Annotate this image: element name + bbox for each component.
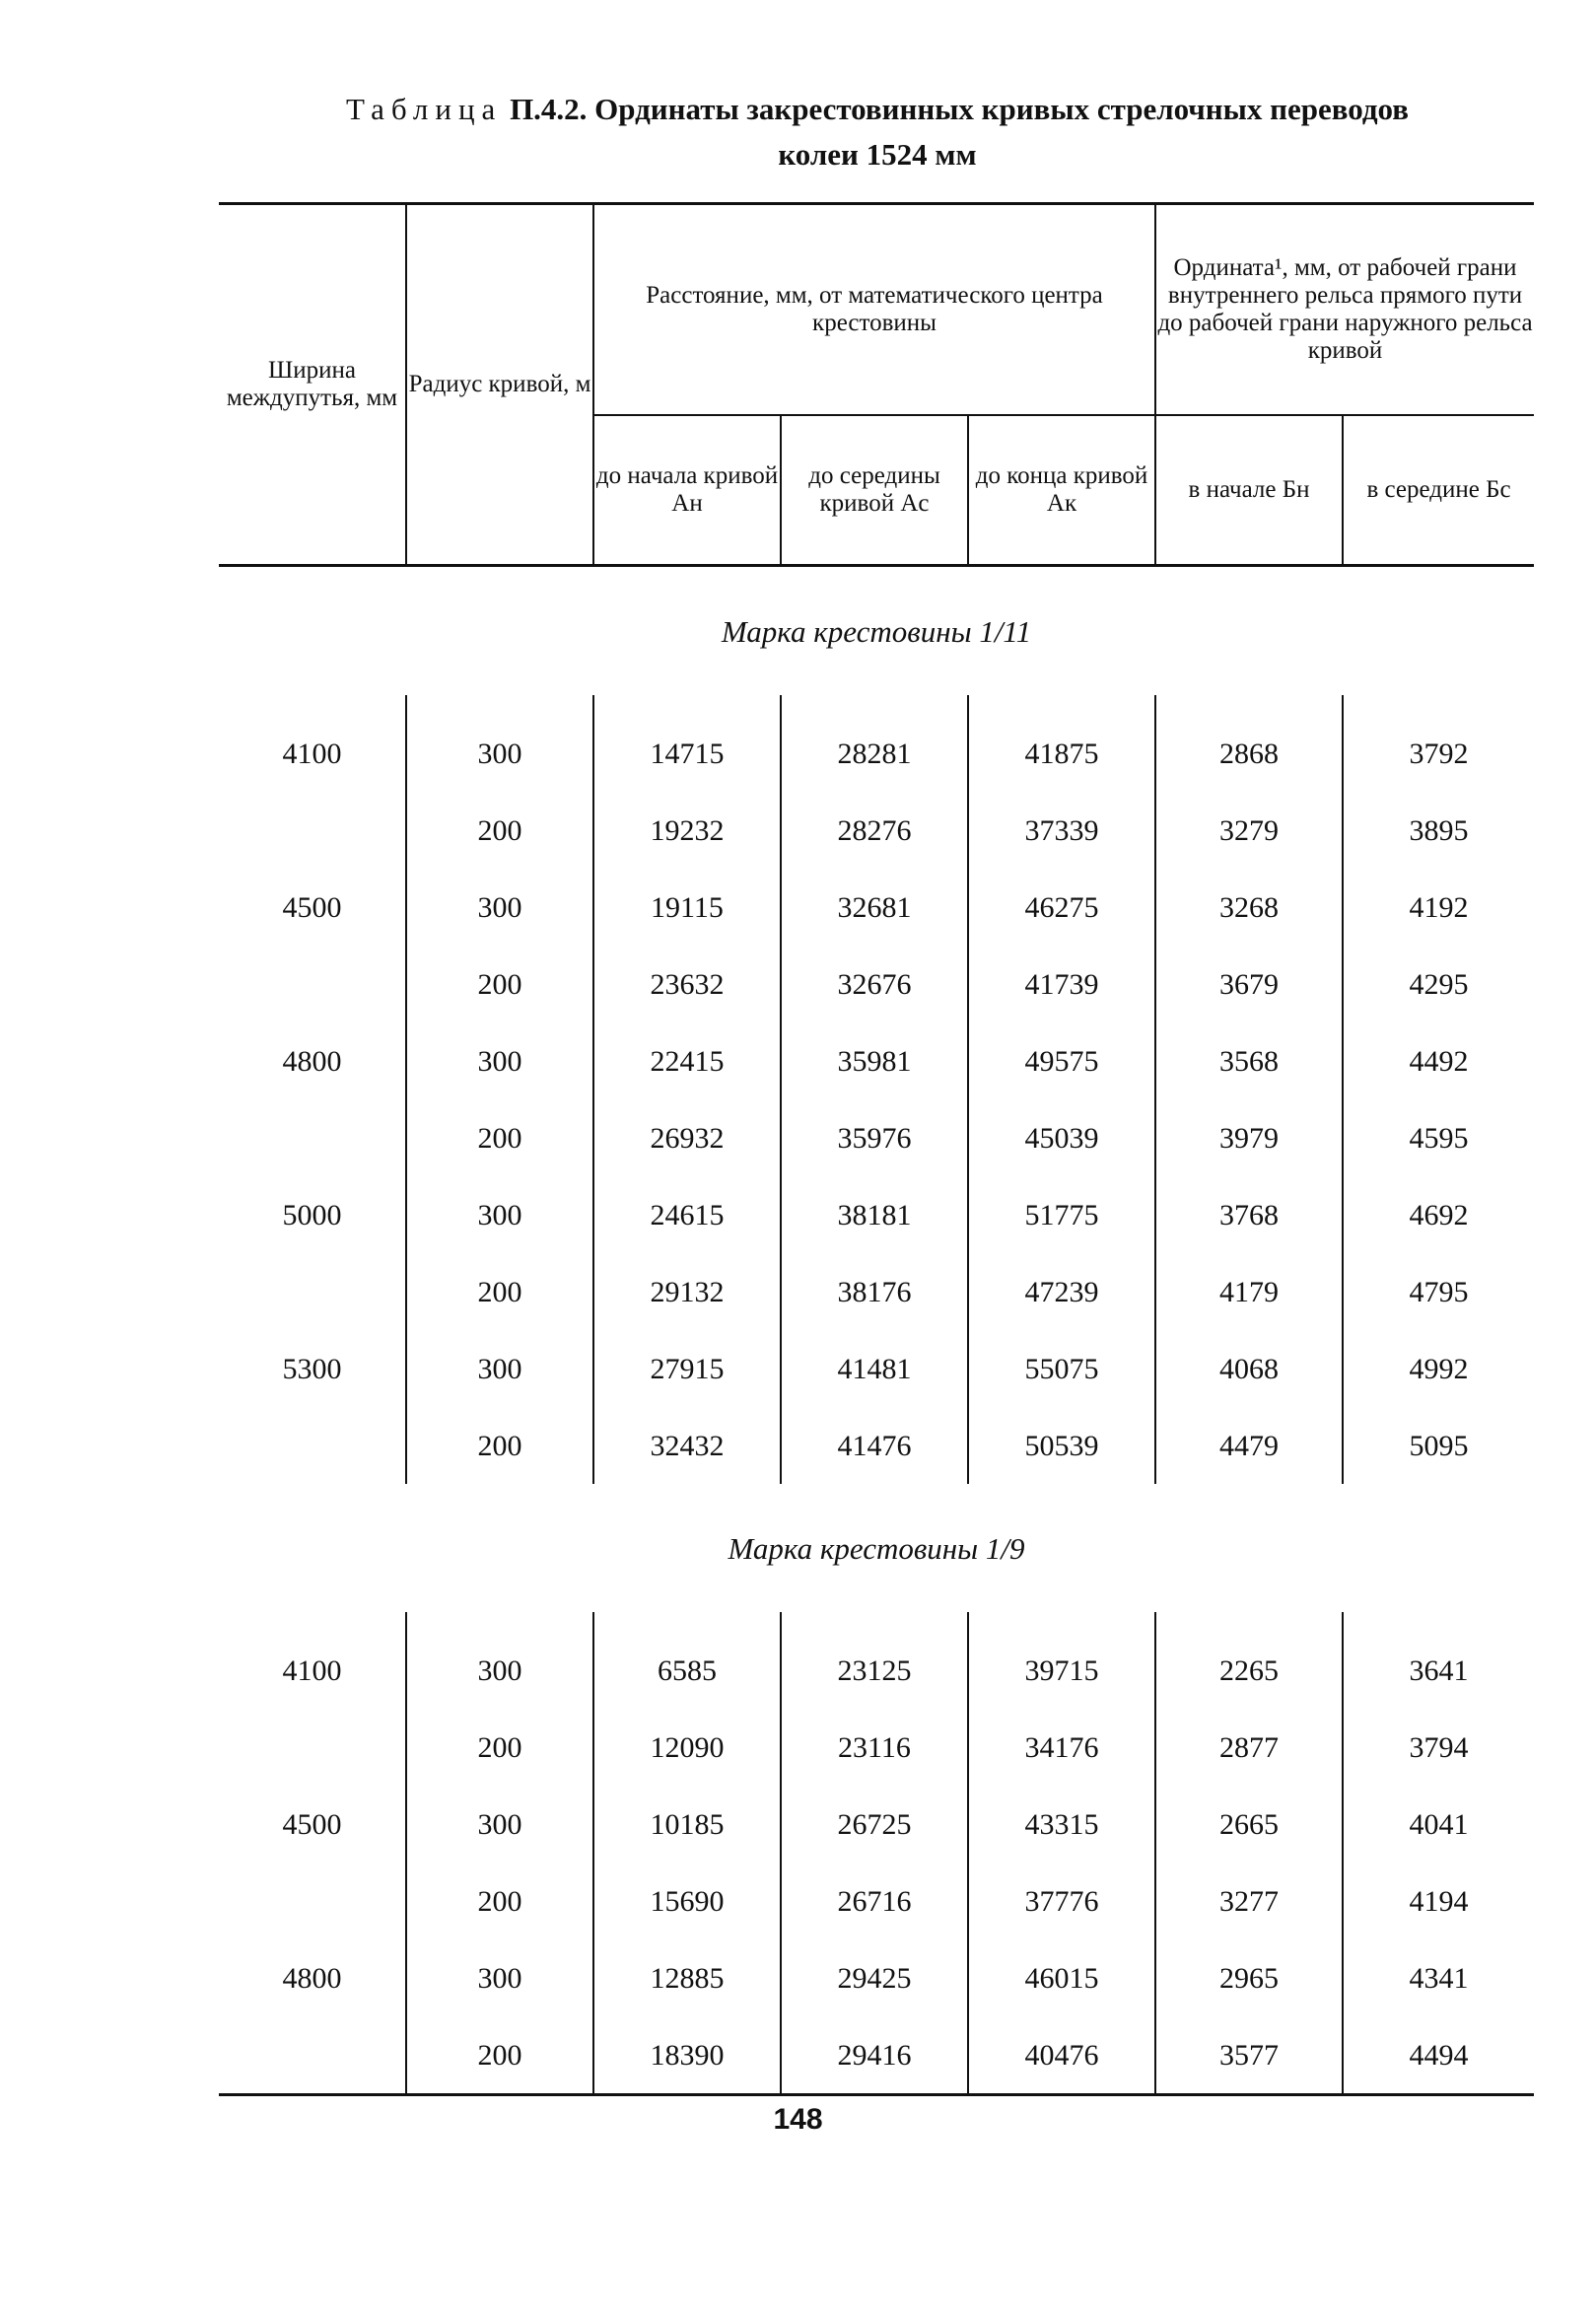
gap-cell: [219, 695, 406, 715]
gap-cell: [593, 1612, 781, 1632]
cell-an: 12885: [593, 1939, 781, 2016]
header-row-top: [219, 204, 1534, 416]
cell-bc: 4194: [1343, 1863, 1534, 1939]
cell-bc: 4795: [1343, 1253, 1534, 1330]
header-ord-start: в начале Бн: [1155, 415, 1343, 566]
cell-bn: 3268: [1155, 869, 1343, 946]
cell-ak: 49575: [968, 1022, 1155, 1099]
ordinates-table: [219, 202, 1534, 2096]
gap-cell: [1155, 1612, 1343, 1632]
cell-bc: 3794: [1343, 1709, 1534, 1786]
cell-bn: 3279: [1155, 792, 1343, 869]
cell-width: 4100: [282, 737, 342, 770]
cell-bc: 4992: [1343, 1330, 1534, 1407]
cell-radius: 200: [406, 1099, 593, 1176]
table-row: [219, 946, 1534, 1022]
table-row: [219, 1786, 1534, 1863]
gap-cell: [1343, 695, 1534, 715]
cell-ak: 46015: [968, 1939, 1155, 2016]
cell-bn: 2665: [1155, 1786, 1343, 1863]
section-title: Марка крестовины 1/9: [728, 1530, 1025, 1566]
gap-cell: [1155, 695, 1343, 715]
cell-an: 19115: [593, 869, 781, 946]
cell-bn: 4179: [1155, 1253, 1343, 1330]
cell-ac: 26725: [781, 1786, 968, 1863]
cell-ac: 32676: [781, 946, 968, 1022]
cell-ak: 55075: [968, 1330, 1155, 1407]
cell-radius: 300: [406, 1022, 593, 1099]
gap-cell: [1343, 1612, 1534, 1632]
table-row: [219, 1709, 1534, 1786]
gap-cell: [406, 1612, 593, 1632]
cell-bc: 4295: [1343, 946, 1534, 1022]
cell-width: 5300: [282, 1352, 342, 1385]
cell-width: 4500: [282, 1807, 342, 1841]
cell-bc: 4692: [1343, 1176, 1534, 1253]
cell-bc: 3792: [1343, 715, 1534, 792]
cell-ak: 41739: [968, 946, 1155, 1022]
gap-cell: [968, 695, 1155, 715]
section-header: [219, 1484, 1534, 1612]
cell-ac: 29416: [781, 2016, 968, 2095]
table-row: [219, 1099, 1534, 1176]
cell-an: 14715: [593, 715, 781, 792]
table-row: [219, 1330, 1534, 1407]
cell-bn: 4479: [1155, 1407, 1343, 1484]
cell-radius: 300: [406, 869, 593, 946]
gap-cell: [968, 1612, 1155, 1632]
cell-bc: 4595: [1343, 1099, 1534, 1176]
cell-an: 15690: [593, 1863, 781, 1939]
cell-ak: 34176: [968, 1709, 1155, 1786]
cell-radius: 200: [406, 1253, 593, 1330]
cell-bc: 4192: [1343, 869, 1534, 946]
cell-bn: 2965: [1155, 1939, 1343, 2016]
table-row: [219, 1176, 1534, 1253]
header-width: Ширина междупутья, мм: [219, 204, 406, 566]
cell-an: 6585: [593, 1632, 781, 1709]
cell-ac: 23125: [781, 1632, 968, 1709]
cell-ak: 47239: [968, 1253, 1155, 1330]
header-end: до конца кривой Aк: [968, 415, 1155, 566]
cell-an: 18390: [593, 2016, 781, 2095]
cell-width: [219, 2016, 406, 2095]
cell-bc: 4041: [1343, 1786, 1534, 1863]
table-row: [219, 2016, 1534, 2095]
cell-an: 32432: [593, 1407, 781, 1484]
cell-bn: 3577: [1155, 2016, 1343, 2095]
table-row: [219, 1253, 1534, 1330]
cell-bc: 4494: [1343, 2016, 1534, 2095]
cell-width: 4800: [282, 1961, 342, 1995]
cell-bn: 3768: [1155, 1176, 1343, 1253]
cell-ac: 32681: [781, 869, 968, 946]
cell-ak: 40476: [968, 2016, 1155, 2095]
table-row: [219, 1939, 1534, 2016]
cell-an: 23632: [593, 946, 781, 1022]
cell-bn: 3277: [1155, 1863, 1343, 1939]
table-row: [219, 1407, 1534, 1484]
cell-radius: 200: [406, 1863, 593, 1939]
cell-ak: 37339: [968, 792, 1155, 869]
header-middle: до середины кривой Aс: [781, 415, 968, 566]
table-title-label: Таблица: [345, 92, 503, 126]
cell-bn: 2868: [1155, 715, 1343, 792]
cell-width: [219, 1407, 406, 1484]
cell-ak: 46275: [968, 869, 1155, 946]
table-row: [219, 1863, 1534, 1939]
table-row: [219, 1022, 1534, 1099]
header-ordinate-group: Ордината¹, мм, от рабочей грани внутреннего рельса прямого пути до рабочей грани наружного рельса кривой: [1155, 204, 1534, 416]
cell-ac: 26716: [781, 1863, 968, 1939]
cell-ak: 41875: [968, 715, 1155, 792]
cell-ac: 35976: [781, 1099, 968, 1176]
cell-ac: 41481: [781, 1330, 968, 1407]
header-start: до начала кривой Aн: [593, 415, 781, 566]
cell-width: [219, 946, 406, 1022]
cell-bc: 3641: [1343, 1632, 1534, 1709]
cell-width: 4500: [282, 890, 342, 924]
cell-bn: 2877: [1155, 1709, 1343, 1786]
cell-ak: 50539: [968, 1407, 1155, 1484]
cell-radius: 300: [406, 1632, 593, 1709]
table-title-line1: П.4.2. Ординаты закрестовинных кривых стрелочных переводов: [502, 92, 1410, 126]
cell-an: 26932: [593, 1099, 781, 1176]
table-row: [219, 715, 1534, 792]
table-row: [219, 869, 1534, 946]
table-row: [219, 1632, 1534, 1709]
cell-radius: 200: [406, 1407, 593, 1484]
cell-bn: 4068: [1155, 1330, 1343, 1407]
cell-ac: 35981: [781, 1022, 968, 1099]
cell-radius: 200: [406, 1709, 593, 1786]
cell-bc: 3895: [1343, 792, 1534, 869]
cell-bn: 3679: [1155, 946, 1343, 1022]
table-title-line2: колеи 1524 мм: [778, 137, 977, 172]
cell-an: 22415: [593, 1022, 781, 1099]
cell-an: 27915: [593, 1330, 781, 1407]
gap-cell: [781, 695, 968, 715]
cell-radius: 300: [406, 1330, 593, 1407]
cell-an: 29132: [593, 1253, 781, 1330]
cell-ac: 23116: [781, 1709, 968, 1786]
cell-bn: 3979: [1155, 1099, 1343, 1176]
cell-ac: 38181: [781, 1176, 968, 1253]
table-row: [219, 792, 1534, 869]
cell-an: 24615: [593, 1176, 781, 1253]
cell-width: [219, 1253, 406, 1330]
page-number: 148: [773, 2103, 823, 2136]
cell-bc: 5095: [1343, 1407, 1534, 1484]
gap-cell: [219, 1612, 406, 1632]
cell-ak: 43315: [968, 1786, 1155, 1863]
section-gap: [219, 1612, 1534, 1632]
cell-bn: 2265: [1155, 1632, 1343, 1709]
section-title: Марка крестовины 1/11: [721, 613, 1032, 649]
cell-ac: 29425: [781, 1939, 968, 2016]
header-radius: Радиус кривой, м: [406, 204, 593, 566]
cell-radius: 300: [406, 1786, 593, 1863]
cell-width: [219, 1709, 406, 1786]
cell-width: [219, 1099, 406, 1176]
gap-cell: [593, 695, 781, 715]
cell-ac: 38176: [781, 1253, 968, 1330]
cell-ac: 28281: [781, 715, 968, 792]
cell-radius: 300: [406, 715, 593, 792]
section-gap: [219, 695, 1534, 715]
cell-bn: 3568: [1155, 1022, 1343, 1099]
table-title: [217, 87, 1538, 177]
cell-radius: 200: [406, 2016, 593, 2095]
header-ord-middle: в середине Бс: [1343, 415, 1534, 566]
gap-cell: [781, 1612, 968, 1632]
gap-cell: [406, 695, 593, 715]
cell-an: 19232: [593, 792, 781, 869]
cell-ak: 39715: [968, 1632, 1155, 1709]
cell-an: 10185: [593, 1786, 781, 1863]
header-distance-group: Расстояние, мм, от математического центра крестовины: [593, 204, 1155, 416]
cell-ak: 45039: [968, 1099, 1155, 1176]
cell-width: 4100: [282, 1653, 342, 1687]
cell-width: [219, 1863, 406, 1939]
cell-radius: 200: [406, 946, 593, 1022]
cell-width: 5000: [282, 1198, 342, 1231]
cell-radius: 300: [406, 1176, 593, 1253]
cell-an: 12090: [593, 1709, 781, 1786]
cell-radius: 300: [406, 1939, 593, 2016]
cell-ak: 37776: [968, 1863, 1155, 1939]
section-header: [219, 566, 1534, 696]
cell-radius: 200: [406, 792, 593, 869]
cell-ac: 41476: [781, 1407, 968, 1484]
cell-width: 4800: [282, 1044, 342, 1078]
cell-ak: 51775: [968, 1176, 1155, 1253]
cell-bc: 4341: [1343, 1939, 1534, 2016]
cell-ac: 28276: [781, 792, 968, 869]
cell-width: [219, 792, 406, 869]
cell-bc: 4492: [1343, 1022, 1534, 1099]
